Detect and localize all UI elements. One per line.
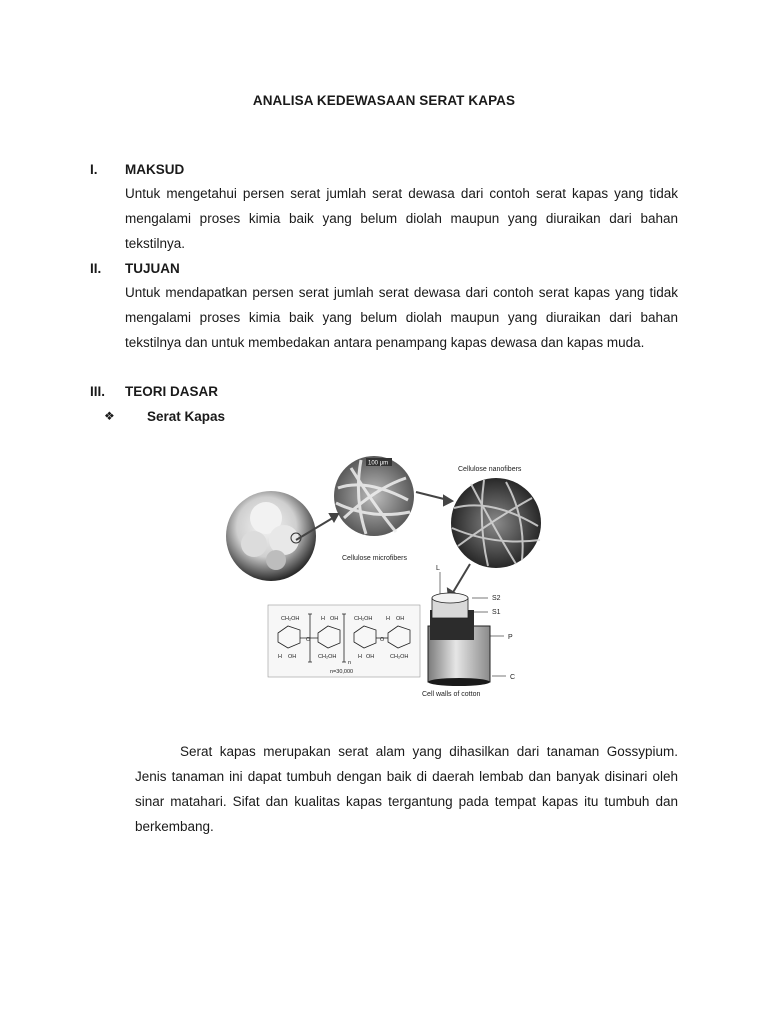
layer-s1-label: S1 <box>492 609 501 616</box>
nanofibers-label: Cellulose nanofibers <box>458 466 522 473</box>
scale-bar-label: 100 μm <box>368 460 389 467</box>
text-line: sinar matahari. Sifat dan kualitas kapas tergantung pada tempat kapas itu tumbuh dan <box>135 794 678 809</box>
text-line: Serat kapas merupakan serat alam yang dihasilkan dari tanaman Gossypium. <box>180 744 678 759</box>
section-number-3: III. <box>90 384 106 399</box>
subsection-heading-serat-kapas: Serat Kapas <box>147 409 226 424</box>
cotton-fiber-diagram <box>226 448 546 698</box>
microfibers-label: Cellulose microfibers <box>342 555 407 562</box>
text-line: Untuk mengetahui persen serat jumlah serat dewasa dari contoh serat kapas yang tidak <box>125 186 678 201</box>
text-line: mengalami proses kimia baik yang belum diolah maupun yang diuraikan dari bahan <box>125 310 678 325</box>
n-subscript-label: n <box>348 660 352 666</box>
cotton-fiber-figure <box>226 448 546 698</box>
document-title: ANALISA KEDEWASAAN SERAT KAPAS <box>252 93 516 108</box>
n-value-label: n=30,000 <box>330 669 354 675</box>
layer-c-label: C <box>510 674 516 681</box>
oh-label: OH <box>396 616 405 622</box>
text-line: Untuk mendapatkan persen serat jumlah serat dewasa dari contoh serat kapas yang tidak <box>125 285 678 300</box>
ch2oh-label: CH₂OH <box>281 616 300 622</box>
layer-l-label: L <box>436 565 440 572</box>
microfiber-sem-image <box>334 456 414 536</box>
o-label: O <box>380 637 385 643</box>
figure-caption: Cell walls of cotton <box>422 691 481 698</box>
section-heading-maksud: MAKSUD <box>125 162 185 177</box>
section-heading-teori-dasar: TEORI DASAR <box>125 384 219 399</box>
h-label: H <box>321 616 325 622</box>
oh-label: OH <box>288 654 297 660</box>
layer-s2-label: S2 <box>492 595 501 602</box>
section-number-1: I. <box>90 162 98 177</box>
nanofiber-sem-image <box>451 478 541 568</box>
body-paragraph-serat-kapas <box>135 739 678 839</box>
cell-wall-model <box>422 565 515 698</box>
section-number-2: II. <box>90 261 102 276</box>
ch2oh-label: CH₂OH <box>354 616 373 622</box>
ch2oh-label: CH₂OH <box>390 654 409 660</box>
oh-label: OH <box>366 654 375 660</box>
h-label: H <box>358 654 362 660</box>
ch2oh-label: CH₂OH <box>318 654 337 660</box>
h-label: H <box>386 616 390 622</box>
text-line: tekstilnya. <box>125 236 186 251</box>
text-line: berkembang. <box>135 819 214 834</box>
layer-p-label: P <box>508 634 513 641</box>
h-label: H <box>278 654 282 660</box>
text-line: tekstilnya dan untuk membedakan antara penampang kapas dewasa dan kapas muda. <box>125 335 645 350</box>
section-heading-tujuan: TUJUAN <box>125 261 180 276</box>
text-line: mengalami proses kimia baik yang belum diolah maupun yang diuraikan dari bahan <box>125 211 678 226</box>
o-label: O <box>306 637 311 643</box>
section-body-maksud <box>125 181 678 256</box>
section-body-tujuan <box>125 280 678 355</box>
diamond-bullet-icon: ❖ <box>104 409 115 423</box>
cellulose-structure <box>268 605 420 677</box>
oh-label: OH <box>330 616 339 622</box>
text-line: Jenis tanaman ini dapat tumbuh dengan baik di daerah lembab dan banyak disinari oleh <box>135 769 678 784</box>
